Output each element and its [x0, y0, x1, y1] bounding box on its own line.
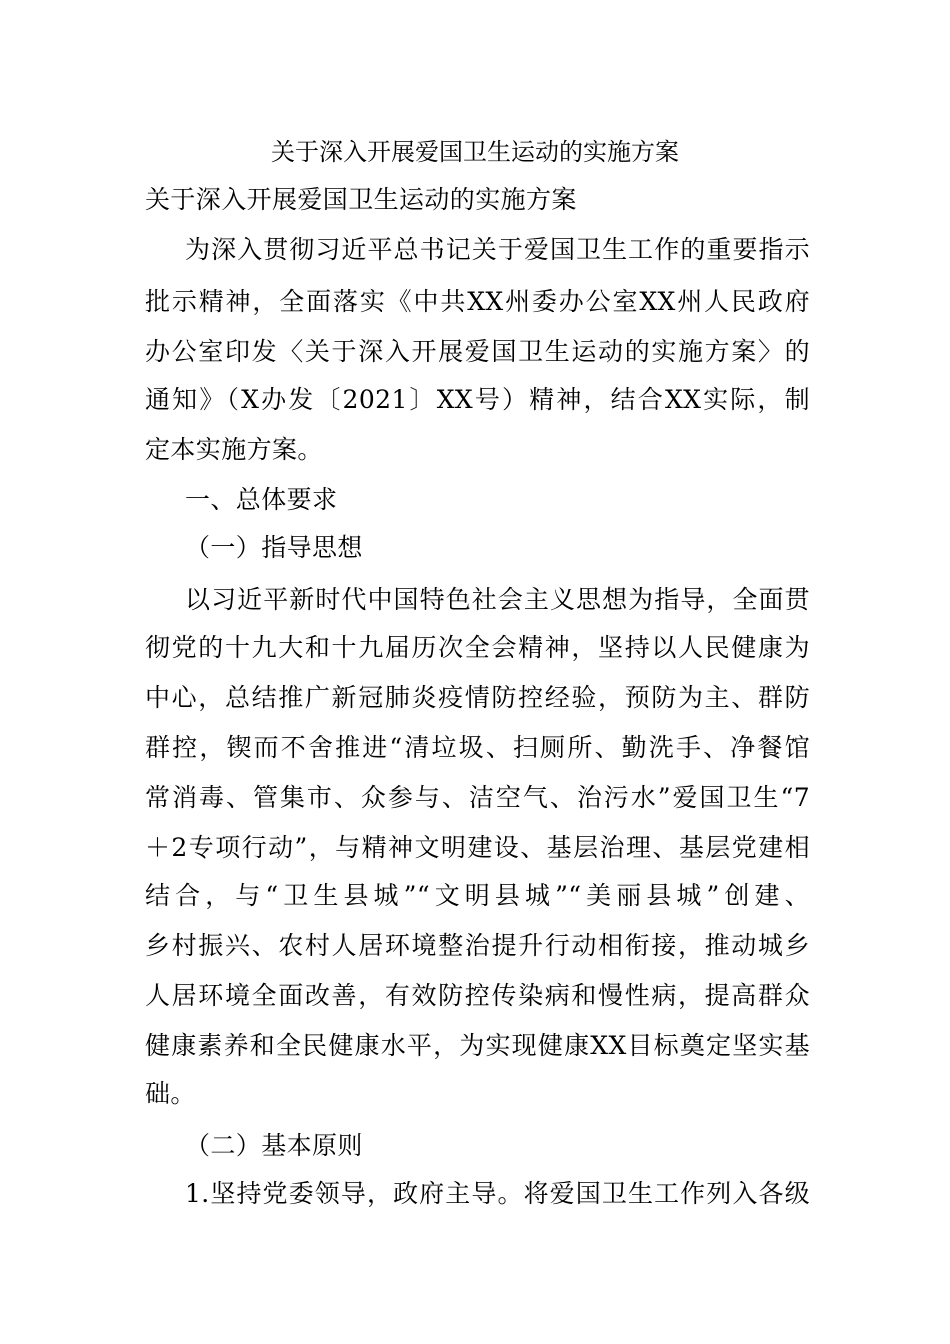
- paragraph-line: ＋2专项行动”，与精神文明建设、基层治理、基层党建相: [145, 833, 810, 862]
- paragraph-line: 常消毒、管集市、众参与、洁空气、治污水”爱国卫生“7: [145, 783, 810, 812]
- paragraph-line: 健康素养和全民健康水平，为实现健康XX目标奠定坚实基: [145, 1031, 810, 1060]
- paragraph-line: 乡村振兴、农村人居环境整治提升行动相衔接，推动城乡: [145, 931, 810, 960]
- section-heading: 一、总体要求: [185, 485, 338, 514]
- paragraph-line: 结合，与“卫生县城”“文明县城”“美丽县城”创建、: [145, 881, 810, 910]
- subsection-heading: （一）指导思想: [185, 533, 363, 562]
- document-title: 关于深入开展爱国卫生运动的实施方案: [271, 138, 679, 166]
- paragraph-line: 中心，总结推广新冠肺炎疫情防控经验，预防为主、群防: [145, 683, 810, 712]
- paragraph-line: 群控，锲而不舍推进“清垃圾、扫厕所、勤洗手、净餐馆: [145, 733, 810, 762]
- paragraph-line: 以习近平新时代中国特色社会主义思想为指导，全面贯: [185, 585, 810, 614]
- intro-line: 批示精神，全面落实《中共XX州委办公室XX州人民政府: [145, 287, 810, 316]
- document-subtitle: 关于深入开展爱国卫生运动的实施方案: [145, 185, 577, 214]
- intro-line: 办公室印发〈关于深入开展爱国卫生运动的实施方案〉的: [145, 337, 810, 366]
- paragraph-line: 础。: [145, 1079, 196, 1108]
- paragraph-line: 彻党的十九大和十九届历次全会精神，坚持以人民健康为: [145, 633, 810, 662]
- intro-line: 通知》（X办发〔2021〕XX号）精神，结合XX实际，制: [145, 385, 810, 414]
- paragraph-line: 人居环境全面改善，有效防控传染病和慢性病，提高群众: [145, 981, 810, 1010]
- intro-line: 定本实施方案。: [145, 435, 323, 464]
- subsection-heading: （二）基本原则: [185, 1131, 363, 1160]
- paragraph-line: 1.坚持党委领导，政府主导。将爱国卫生工作列入各级: [185, 1179, 810, 1208]
- intro-line: 为深入贯彻习近平总书记关于爱国卫生工作的重要指示: [185, 235, 810, 264]
